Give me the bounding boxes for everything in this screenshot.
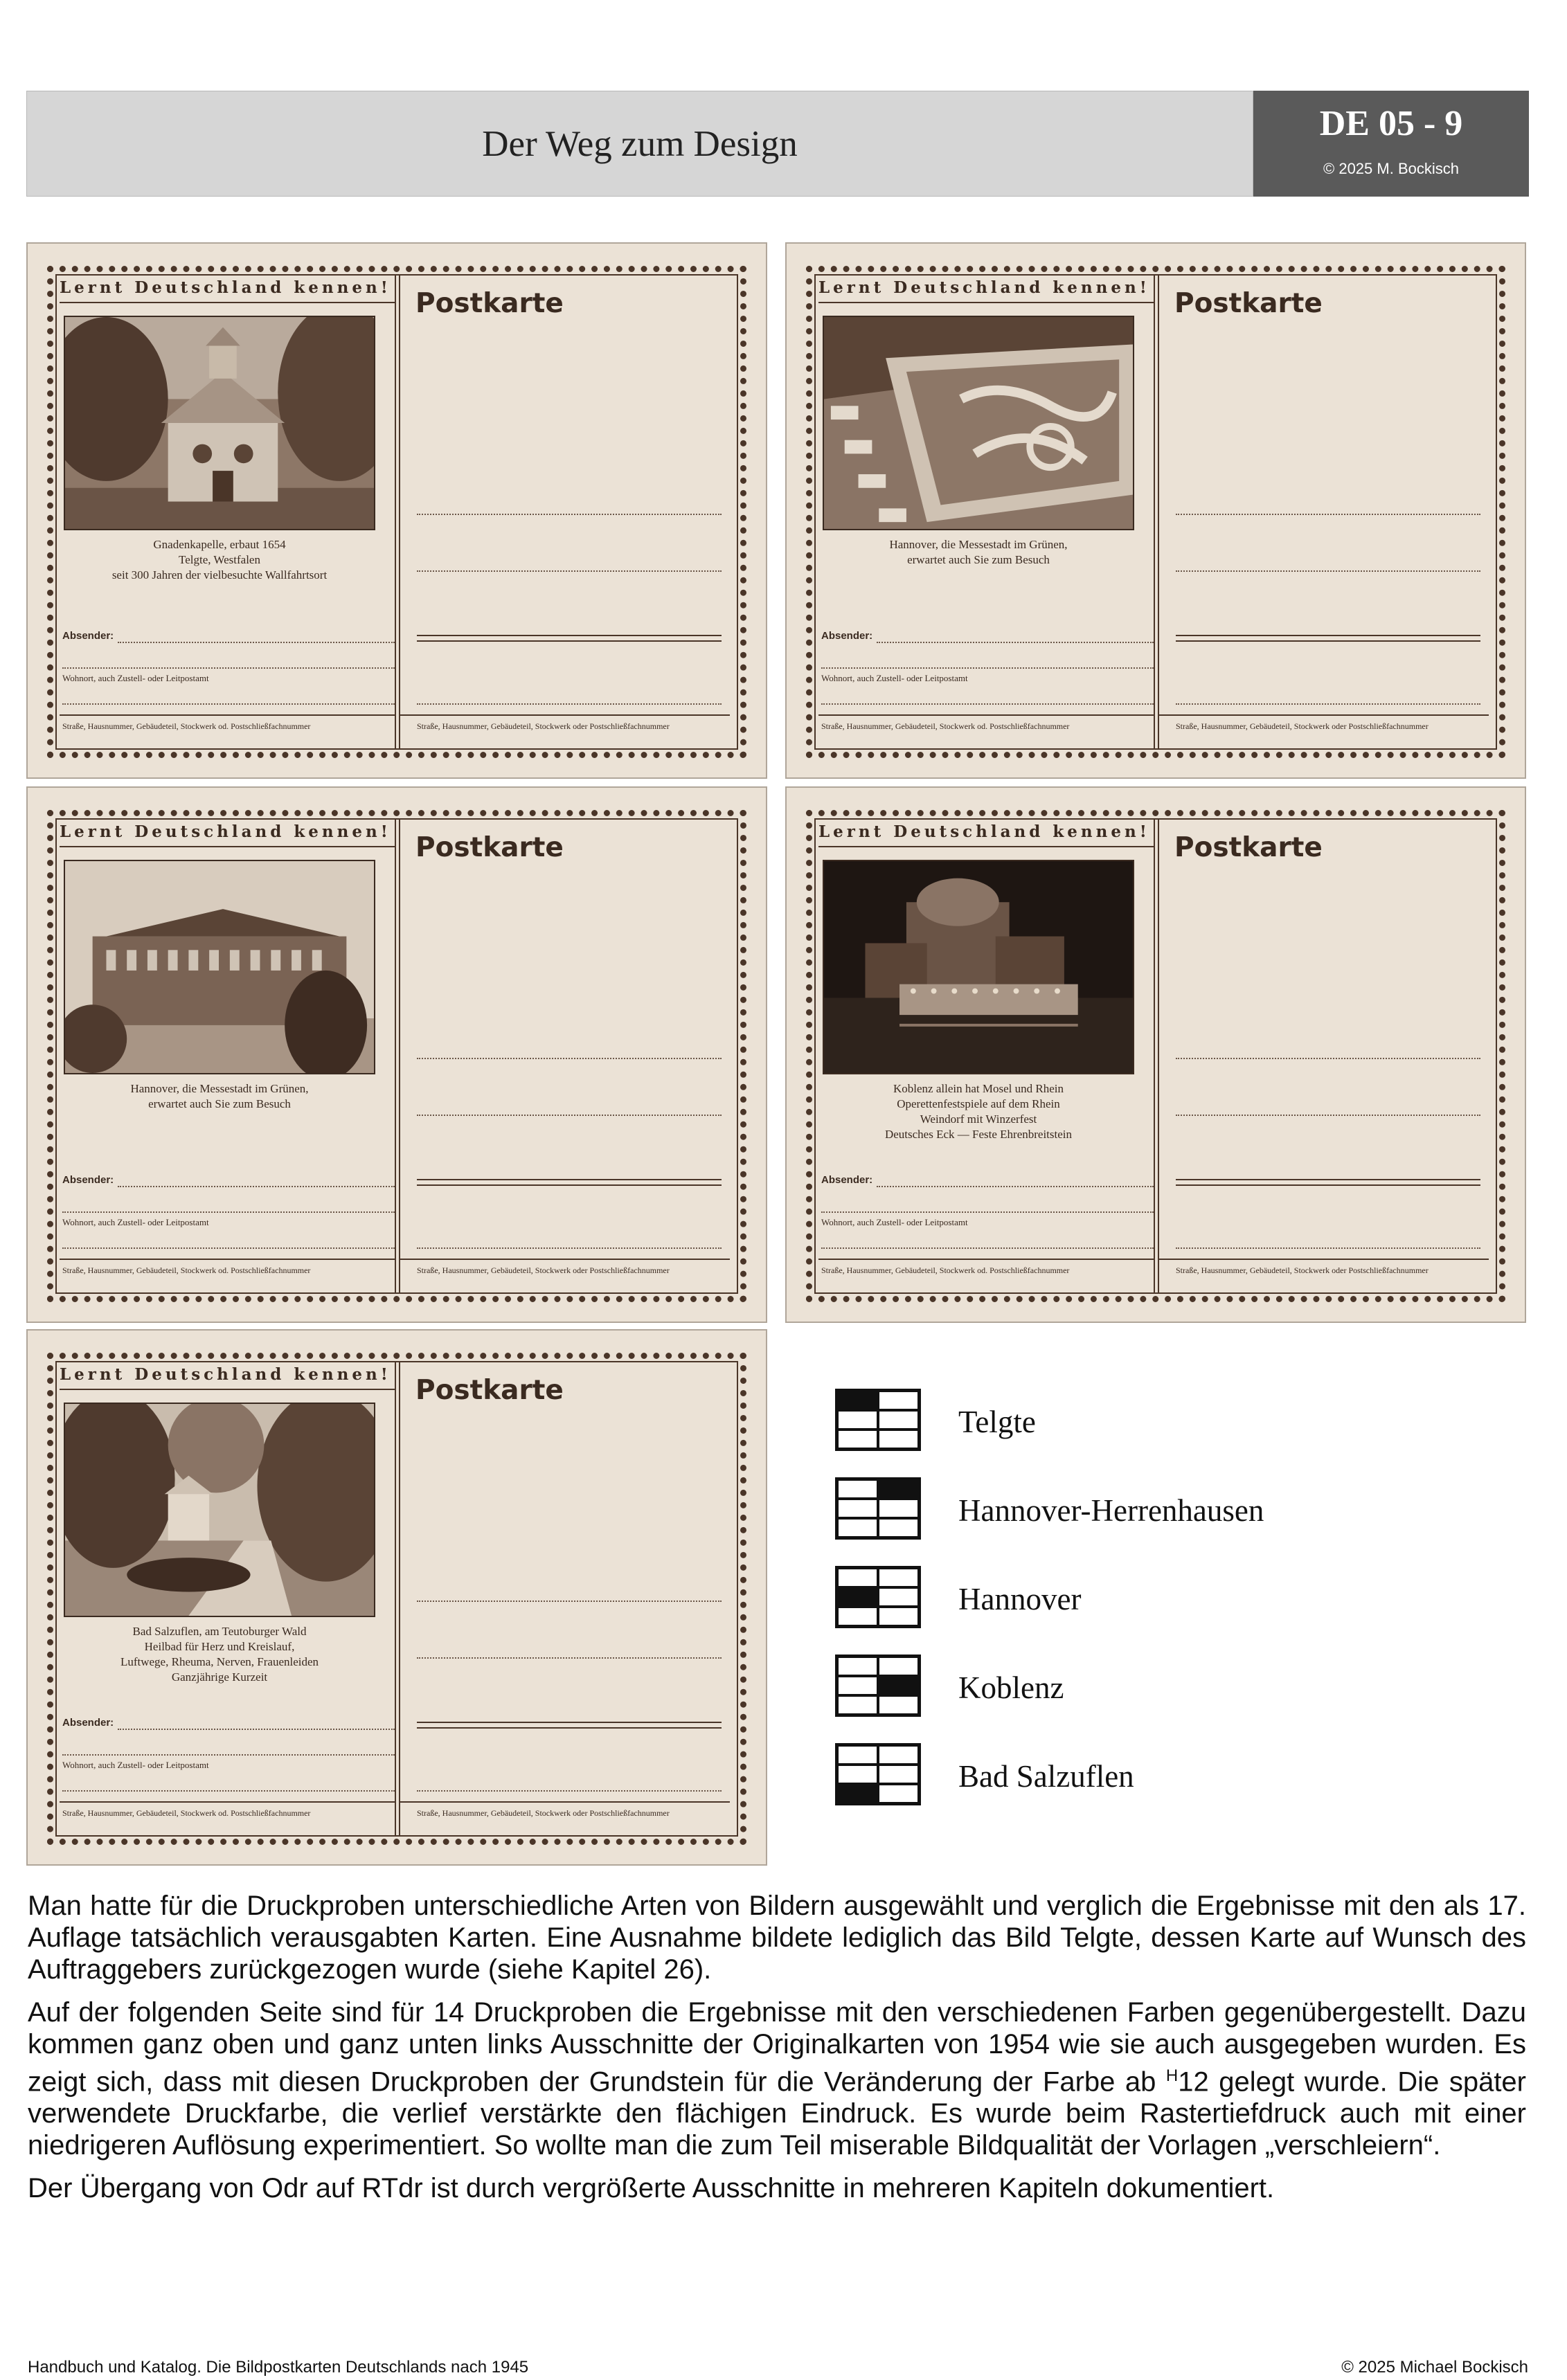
recipient-line <box>1176 1058 1480 1059</box>
address-line <box>62 1211 395 1213</box>
bottom-rule <box>60 714 395 716</box>
card-divider <box>395 1361 400 1837</box>
card-caption: Hannover, die Messestadt im Grünen, erwartet auch Sie zum Besuch <box>130 1082 309 1110</box>
card-divider <box>395 274 400 750</box>
card-caption: Gnadenkapelle, erbaut 1654 Telgte, Westfalen seit 300 Jahren der vielbesuchte Wallfahrtsort <box>111 538 328 582</box>
wohnort-label: Wohnort, auch Zustell- oder Leitpostamt <box>62 673 209 683</box>
bottom-rule <box>1159 1259 1489 1260</box>
position-grid-icon <box>835 1566 921 1628</box>
card-divider <box>1154 274 1159 750</box>
address-line <box>62 1247 395 1249</box>
legend-label: Bad Salzuflen <box>958 1759 1134 1794</box>
bottom-rule <box>60 1801 395 1803</box>
card-slogan: Lernt Deutschland kennen! <box>818 278 1150 297</box>
card-photo <box>64 1403 375 1617</box>
position-grid-icon <box>835 1655 921 1717</box>
recipient-line <box>1176 1115 1480 1116</box>
header-bar <box>26 91 1253 197</box>
postcard-hannover-herrenhausen <box>785 242 1526 779</box>
bottom-rule <box>400 1259 730 1260</box>
legend-item-bad-salzuflen <box>835 1743 1458 1812</box>
page-code: DE 05 - 9 <box>1319 104 1463 143</box>
absender-line <box>118 1729 395 1730</box>
bottom-rule <box>818 1259 1154 1260</box>
wohnort-label: Wohnort, auch Zustell- oder Leitpostamt <box>62 1217 209 1227</box>
card-slogan: Lernt Deutschland kennen! <box>818 822 1150 841</box>
recipient-line <box>1176 1247 1480 1249</box>
address-line <box>821 703 1154 705</box>
recipient-line <box>1176 570 1480 572</box>
page-code-box <box>1253 91 1529 197</box>
recipient-line <box>417 1115 722 1116</box>
address-line <box>62 1754 395 1756</box>
card-photo <box>823 860 1134 1074</box>
slogan-rule <box>60 302 395 303</box>
bottom-rule <box>60 1259 395 1260</box>
recipient-line <box>417 1657 722 1659</box>
absender-line <box>118 1186 395 1187</box>
page-title: Der Weg zum Design <box>482 124 798 164</box>
bottom-rule <box>818 714 1154 716</box>
legend-label: Koblenz <box>958 1670 1064 1705</box>
recipient-line <box>417 1601 722 1602</box>
card-photo <box>823 316 1134 530</box>
legend-item-telgte <box>835 1389 1458 1458</box>
slogan-rule <box>60 846 395 847</box>
paragraph-3: Der Übergang von Odr auf RTdr ist durch vergrößerte Ausschnitte in mehreren Kapiteln dokumentiert. <box>28 2173 1275 2204</box>
address-line <box>821 1211 1154 1213</box>
recipient-line <box>417 514 722 515</box>
recipient-line <box>1176 514 1480 515</box>
slogan-rule <box>60 1389 395 1390</box>
strasse-label-left: Straße, Hausnummer, Gebäudeteil, Stockwerk od. Postschließfachnummer <box>62 1265 311 1275</box>
bottom-rule <box>400 1801 730 1803</box>
wohnort-label: Wohnort, auch Zustell- oder Leitpostamt <box>821 1217 968 1227</box>
postkarte-label: Postkarte <box>415 288 564 319</box>
strasse-label-right: Straße, Hausnummer, Gebäudeteil, Stockwerk oder Postschließfachnummer <box>1176 721 1429 731</box>
absender-line <box>877 1186 1154 1187</box>
postkarte-label: Postkarte <box>1174 288 1323 319</box>
card-caption: Bad Salzuflen, am Teutoburger Wald Heilbad für Herz und Kreislauf, Luftwege, Rheuma, Nerven, Frauenleiden Ganzjährige Kurzeit <box>120 1625 319 1684</box>
absender-line <box>118 642 395 643</box>
footer-book-title: Handbuch und Katalog. Die Bildpostkarten Deutschlands nach 1945 <box>28 2358 529 2377</box>
card-slogan: Lernt Deutschland kennen! <box>60 822 391 841</box>
postcard-hannover <box>26 786 767 1323</box>
slogan-rule <box>818 846 1154 847</box>
address-line <box>821 667 1154 669</box>
legend-label: Telgte <box>958 1405 1036 1439</box>
strasse-label-left: Straße, Hausnummer, Gebäudeteil, Stockwerk od. Postschließfachnummer <box>821 721 1070 731</box>
recipient-double-line <box>417 1179 722 1186</box>
strasse-label-right: Straße, Hausnummer, Gebäudeteil, Stockwerk oder Postschließfachnummer <box>1176 1265 1429 1275</box>
postcard-telgte <box>26 242 767 779</box>
postcard-bad-salzuflen <box>26 1329 767 1866</box>
postkarte-label: Postkarte <box>1174 832 1323 863</box>
strasse-label-left: Straße, Hausnummer, Gebäudeteil, Stockwerk od. Postschließfachnummer <box>62 1808 311 1818</box>
paragraph-1: Man hatte für die Druckproben unterschiedliche Arten von Bildern ausgewählt und verglich die Ergebnisse mit den als 17. Auflage tatsächlich verausgabten Karten. Eine Ausnahme bildete lediglich das Bild Telgte, dessen Karte auf Wunsch des Auftraggebers zurückgezogen wurde (siehe Kapitel 26). <box>28 1891 1526 1985</box>
card-photo <box>64 860 375 1074</box>
address-line <box>62 703 395 705</box>
legend-item-koblenz <box>835 1655 1458 1724</box>
header-copyright: © 2025 M. Bockisch <box>1323 160 1459 177</box>
bottom-rule <box>400 714 730 716</box>
recipient-line <box>417 1247 722 1249</box>
card-caption: Koblenz allein hat Mosel und Rhein Operettenfestspiele auf dem Rhein Weindorf mit Winzerfest Deutsches Eck — Feste Ehrenbreitstein <box>884 1082 1073 1141</box>
absender-label: Absender: <box>821 1174 873 1186</box>
absender-line <box>877 642 1154 643</box>
recipient-line <box>417 1058 722 1059</box>
card-divider <box>395 818 400 1294</box>
legend-item-hannover <box>835 1566 1458 1635</box>
postkarte-label: Postkarte <box>415 832 564 863</box>
legend-label: Hannover-Herrenhausen <box>958 1493 1264 1528</box>
strasse-label-right: Straße, Hausnummer, Gebäudeteil, Stockwerk oder Postschließfachnummer <box>417 1808 670 1818</box>
strasse-label-right: Straße, Hausnummer, Gebäudeteil, Stockwerk oder Postschließfachnummer <box>417 1265 670 1275</box>
postkarte-label: Postkarte <box>415 1375 564 1406</box>
absender-label: Absender: <box>62 1717 114 1729</box>
wohnort-label: Wohnort, auch Zustell- oder Leitpostamt <box>821 673 968 683</box>
position-grid-icon <box>835 1743 921 1805</box>
card-slogan: Lernt Deutschland kennen! <box>60 1365 391 1384</box>
recipient-line <box>1176 703 1480 705</box>
recipient-double-line <box>1176 635 1480 642</box>
slogan-rule <box>818 302 1154 303</box>
wohnort-label: Wohnort, auch Zustell- oder Leitpostamt <box>62 1760 209 1770</box>
address-line <box>62 1790 395 1792</box>
recipient-line <box>417 1790 722 1792</box>
strasse-label-right: Straße, Hausnummer, Gebäudeteil, Stockwerk oder Postschließfachnummer <box>417 721 670 731</box>
absender-label: Absender: <box>62 630 114 642</box>
card-slogan: Lernt Deutschland kennen! <box>60 278 391 297</box>
absender-label: Absender: <box>62 1174 114 1186</box>
address-line <box>821 1247 1154 1249</box>
card-photo <box>64 316 375 530</box>
postcard-koblenz <box>785 786 1526 1323</box>
legend-label: Hannover <box>958 1582 1082 1616</box>
footer-copyright: © 2025 Michael Bockisch <box>1341 2358 1528 2377</box>
card-caption: Hannover, die Messestadt im Grünen, erwartet auch Sie zum Besuch <box>889 538 1068 566</box>
recipient-double-line <box>1176 1179 1480 1186</box>
absender-label: Absender: <box>821 630 873 642</box>
recipient-double-line <box>417 635 722 642</box>
position-grid-icon <box>835 1477 921 1540</box>
position-grid-icon <box>835 1389 921 1451</box>
body-text <box>28 1890 1526 2215</box>
recipient-double-line <box>417 1722 722 1729</box>
paragraph-2: Auf der folgenden Seite sind für 14 Druckproben die Ergebnisse mit den verschiedenen Farben gegenübergestellt. Dazu kommen ganz oben und ganz unten links Ausschnitte der Originalkarten von 1954 wie sie auch ausgegeben wurden. Es zeigt sich, dass mit diesen Druckproben der Grundstein für die Veränderung der Farbe ab $^H$12 gelegt wurde. Die später verwendete Druckfarbe, die verlief verstärkte den flächigen Eindruck. Es wurde beim Rastertiefdruck auch mit einer niedrigeren Auflösung experimentiert. So wollte man die zum Teil miserable Bildqualität der Vorlagen „verschleiern“. <box>28 1997 1526 2161</box>
strasse-label-left: Straße, Hausnummer, Gebäudeteil, Stockwerk od. Postschließfachnummer <box>62 721 311 731</box>
legend-item-hannover-herrenhausen <box>835 1477 1458 1547</box>
address-line <box>62 667 395 669</box>
recipient-line <box>417 570 722 572</box>
bottom-rule <box>1159 714 1489 716</box>
card-divider <box>1154 818 1159 1294</box>
recipient-line <box>417 703 722 705</box>
strasse-label-left: Straße, Hausnummer, Gebäudeteil, Stockwerk od. Postschließfachnummer <box>821 1265 1070 1275</box>
